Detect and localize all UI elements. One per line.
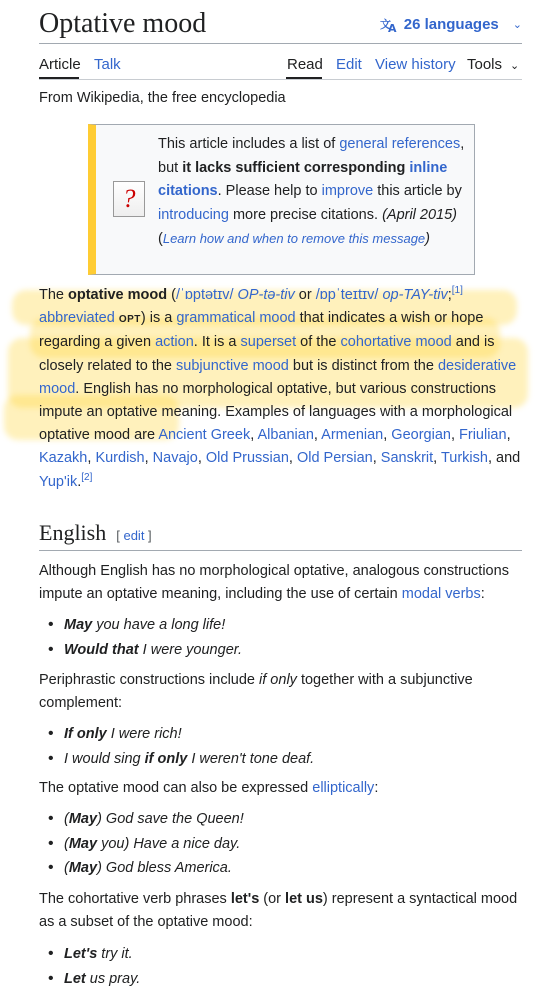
english-paragraph-1: Although English has no morphological optative, analogous constructions impute an optative meaning, including the use of certain modal verbs: bbox=[39, 563, 509, 603]
language-link[interactable]: Old Prussian bbox=[205, 450, 289, 467]
list-item: • Let's try it. bbox=[64, 942, 524, 967]
elliptically-link[interactable]: elliptically bbox=[312, 780, 375, 796]
language-link[interactable]: Georgian bbox=[391, 427, 451, 444]
intro-paragraph: The optative mood (/ˈɒptətɪv/ OP-tə-tiv or /ɒpˈteɪtɪv/ op-TAY-tiv;[1] abbreviated OPT) is a grammatical mood that indicates a wish or hope regarding a given action. It is a superset of the cohortative mood and is closely related to the subjunctive mood but is distinct from the desiderative mood. English has no morphological optative, but various constructions impute an optative meaning. Examples of languages with a morphological optative mood are Ancient Greek, Albanian, Armenian, Georgian, Friulian, Kazakh, Kurdish, Navajo, Old Prussian, Old Persian, Sanskrit, Turkish, and Yup'ik.[2] bbox=[39, 285, 521, 490]
subjunctive-mood-link[interactable]: subjunctive mood bbox=[176, 357, 289, 374]
question-book-icon: ? bbox=[113, 181, 145, 217]
language-link[interactable]: Ancient Greek bbox=[158, 427, 251, 444]
tab-view-history[interactable]: View history bbox=[375, 56, 456, 73]
citation-notice bbox=[88, 124, 475, 275]
example-list-3 bbox=[64, 807, 524, 881]
section-edit: [ edit ] bbox=[116, 528, 152, 543]
tools-label: Tools bbox=[467, 56, 503, 73]
language-link[interactable]: Sanskrit bbox=[380, 450, 434, 467]
ipa-link[interactable]: /ɒpˈteɪtɪv/ bbox=[315, 287, 379, 303]
abbreviated-link[interactable]: abbreviated bbox=[39, 310, 115, 327]
edit-section-link[interactable]: edit bbox=[123, 528, 145, 543]
svg-text:文: 文 bbox=[379, 17, 391, 31]
language-link[interactable]: Armenian bbox=[321, 427, 384, 444]
list-item: • (May you) Have a nice day. bbox=[64, 832, 524, 857]
language-link[interactable]: Friulian bbox=[459, 427, 507, 444]
citation-ref[interactable]: [2] bbox=[81, 471, 93, 483]
language-link[interactable]: Kurdish bbox=[95, 450, 145, 467]
introducing-link[interactable]: introducing bbox=[158, 206, 229, 223]
tab-edit[interactable]: Edit bbox=[336, 56, 362, 73]
language-link[interactable]: Navajo bbox=[152, 450, 198, 467]
page-tabs bbox=[39, 52, 522, 80]
page-title: Optative mood bbox=[39, 8, 207, 39]
site-tagline: From Wikipedia, the free encyclopedia bbox=[39, 90, 286, 106]
notice-text: This article includes a list of general references, but it lacks sufficient corresponding inline citations. Please help to improve this article by introducing more precise citations. (April 2015) (Learn how and when to remove this message) bbox=[158, 136, 465, 247]
example-list-2 bbox=[64, 722, 524, 771]
languages-button[interactable] bbox=[380, 16, 522, 33]
languages-label: 26 languages bbox=[403, 16, 499, 33]
english-paragraph-4: The cohortative verb phrases let's (or let us) represent a syntactical mood as a subset of the optative mood: bbox=[39, 891, 518, 931]
citation-ref[interactable]: [1] bbox=[451, 285, 463, 297]
list-item: • (May) God bless America. bbox=[64, 856, 524, 881]
title-divider bbox=[39, 43, 522, 44]
section-divider bbox=[39, 550, 522, 551]
example-list-1 bbox=[64, 613, 524, 662]
list-item: • If only I were rich! bbox=[64, 722, 524, 747]
translate-icon bbox=[380, 17, 398, 33]
tab-tools[interactable] bbox=[467, 56, 519, 73]
inline-citations-link[interactable]: inline citations bbox=[158, 159, 448, 199]
ipa-link[interactable]: /ˈɒptətɪv/ bbox=[175, 287, 234, 303]
list-item: • I would sing if only I weren't tone deaf. bbox=[64, 747, 524, 772]
tab-article[interactable]: Article bbox=[39, 56, 81, 73]
english-paragraph-2: Periphrastic constructions include if only together with a subjunctive complement: bbox=[39, 672, 473, 712]
cohortative-mood-link[interactable]: cohortative mood bbox=[340, 334, 452, 351]
improve-link[interactable]: improve bbox=[321, 183, 374, 199]
grammatical-mood-link[interactable]: grammatical mood bbox=[176, 310, 296, 327]
language-link[interactable]: Turkish bbox=[440, 450, 488, 467]
general-references-link[interactable]: general references bbox=[339, 136, 461, 152]
chevron-down-icon: ⌄ bbox=[512, 19, 522, 31]
list-item: • Let us pray. bbox=[64, 967, 524, 992]
list-item: • (May) God save the Queen! bbox=[64, 807, 524, 832]
action-link[interactable]: action bbox=[155, 334, 194, 351]
section-heading-english: English [ edit ] bbox=[39, 520, 152, 545]
tab-read[interactable]: Read bbox=[287, 56, 323, 73]
language-link[interactable]: Old Persian bbox=[296, 450, 373, 467]
superset-link[interactable]: superset bbox=[240, 334, 297, 351]
respelling-link[interactable]: OP-tə-tiv bbox=[237, 287, 295, 303]
tab-talk[interactable]: Talk bbox=[94, 56, 121, 73]
english-paragraph-3: The optative mood can also be expressed elliptically: bbox=[39, 780, 379, 796]
language-link[interactable]: Albanian bbox=[257, 427, 314, 444]
tabs-divider bbox=[39, 79, 522, 80]
language-link[interactable]: Yup'ik bbox=[39, 473, 78, 490]
list-item: • May you have a long life! bbox=[64, 613, 524, 638]
remove-message-link[interactable]: Learn how and when to remove this message bbox=[162, 231, 426, 246]
modal-verbs-link[interactable]: modal verbs bbox=[401, 586, 481, 603]
respelling-link[interactable]: op-TAY-tiv bbox=[382, 287, 448, 303]
language-link[interactable]: Kazakh bbox=[39, 450, 88, 467]
svg-text:A: A bbox=[387, 21, 397, 33]
desiderative-mood-link[interactable]: desiderative mood bbox=[39, 357, 517, 397]
list-item: • Would that I were younger. bbox=[64, 638, 524, 663]
chevron-down-icon: ⌄ bbox=[510, 60, 520, 72]
example-list-4 bbox=[64, 942, 524, 991]
